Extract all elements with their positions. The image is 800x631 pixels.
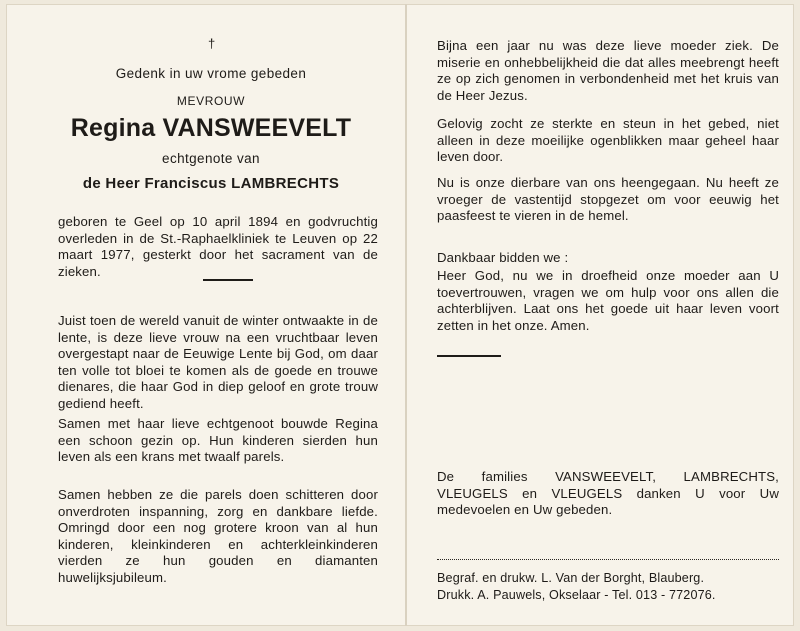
spouse-name: de Heer Franciscus LAMBRECHTS [82, 175, 340, 192]
paragraph-illness: Bijna een jaar nu was deze lieve moeder ziek. De miserie en onhebbelijkheid die dat alles meebrengt heeft ze op zich genomen in verbondenheid met het kruis van de Heer Jezus. [437, 38, 779, 103]
paragraph-passing: Nu is onze dierbare van ons heengegaan. Nu heeft ze vroeger de vastentijd stopgezet om voor eeuwig het paasfeest te vieren in de hemel. [437, 175, 779, 224]
deceased-name: Regina VANSWEEVELT [70, 114, 352, 142]
printer-line-2: Drukk. A. Pauwels, Okselaar - Tel. 013 - 772076. [437, 588, 716, 602]
spouse-relation: echtgenote van [162, 151, 260, 166]
paragraph-family: Samen met haar lieve echtgenoot bouwde Regina een schoon gezin op. Hun kinderen sierden hun leven als een krans met twaalf parels. [58, 416, 378, 465]
fold-line [405, 4, 407, 626]
prayer-intro: Dankbaar bidden we : [437, 250, 569, 265]
family-thanks: De families VANSWEEVELT, LAMBRECHTS, VLEUGELS en VLEUGELS danken U voor Uw medevoelen en Uw gebeden. [437, 469, 779, 518]
birth-death-paragraph: geboren te Geel op 10 april 1894 en godvruchtig overleden in de St.-Raphaelkliniek te Leuven op 22 maart 1977, gesterkt door het sacrament van de zieken. [58, 214, 378, 279]
divider [203, 279, 253, 281]
paragraph-spring: Juist toen de wereld vanuit de winter ontwaakte in de lente, is deze lieve vrouw na een vruchtbaar leven overgestapt naar de Eeuwige Lente bij God, om daar ten volle tot bloei te komen als de goede en trouwe dienares, die haar God in diep geloof en grote trouw gediend heeft. [58, 313, 378, 411]
title-mevrouw: MEVROUW [176, 94, 246, 108]
paragraph-faith: Gelovig zocht ze sterkte en steun in het gebed, niet alleen in deze moeilijke ogenblikken maar geheel haar leven door. [437, 116, 779, 165]
remembrance-line: Gedenk in uw vrome gebeden [115, 66, 307, 81]
paragraph-jubilee: Samen hebben ze die parels doen schitteren door onverdroten inspanning, zorg en dankbare liefde. Omringd door een nog grotere kroon van al hun kinderen, kleinkinderen en achterkleinkinderen vierden ze hun gouden en diamanten huwelijksjubileum. [58, 487, 378, 585]
dotted-divider [437, 559, 779, 560]
cross-icon: † [208, 36, 216, 51]
printer-line-1: Begraf. en drukw. L. Van der Borght, Blauberg. [437, 571, 705, 585]
prayer-text: Heer God, nu we in droefheid onze moeder aan U toevertrouwen, vragen we om hulp voor ons allen die achterblijven. Laat ons het goede uit haar leven voort zetten in het onze. Amen. [437, 268, 779, 333]
divider [437, 355, 501, 357]
